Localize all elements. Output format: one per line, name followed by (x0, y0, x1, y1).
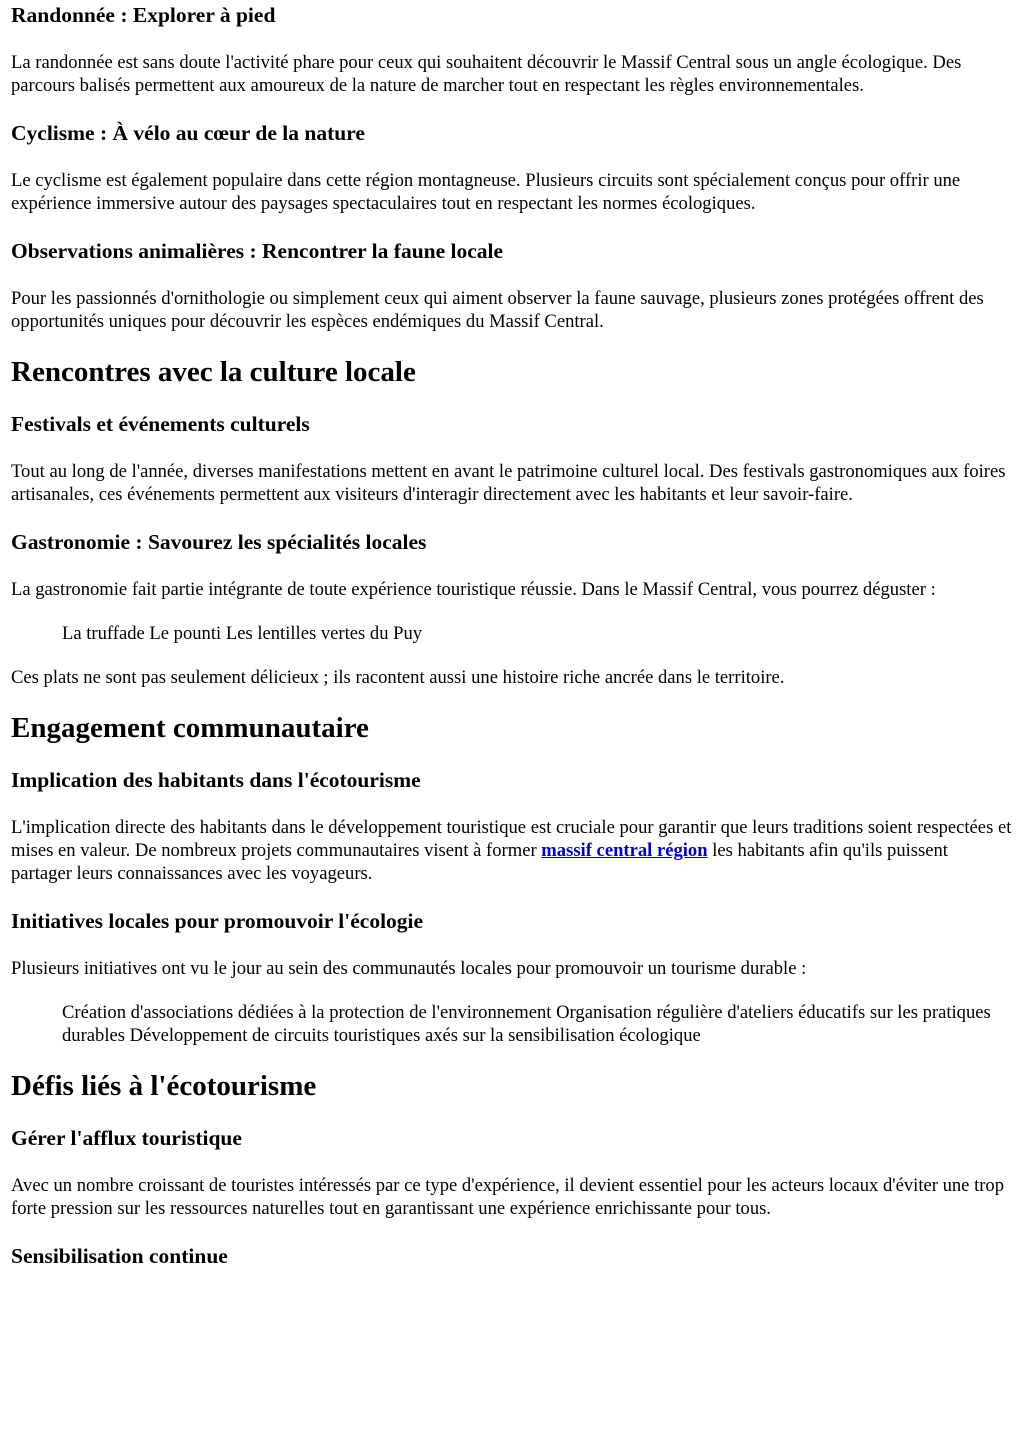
implication-text-after: les habitants afin qu'ils puissent partager leurs connaissances avec les voyageurs. (11, 840, 948, 884)
heading-defis: Défis liés à l'écotourisme (11, 1070, 317, 1102)
paragraph-implication (11, 816, 1013, 885)
paragraph-cyclisme: Le cyclisme est également populaire dans cette région montagneuse. Plusieurs circuits sont spécialement conçus pour offrir une expérience immersive autour des paysages spectaculaires tout en respectant les normes écologiques. (11, 170, 961, 214)
heading-gastronomie: Gastronomie : Savourez les spécialités locales (11, 530, 427, 554)
implication-text-before: L'implication directe des habitants dans le développement touristique est cruciale pour garantir que leurs traditions soient respectées et mises en valeur. De nombreux projets communautaires visent à former (11, 817, 1012, 861)
paragraph-afflux: Avec un nombre croissant de touristes intéressés par ce type d'expérience, il devient essentiel pour les acteurs locaux d'éviter une trop forte pression sur les ressources naturelles tout en garantissant une expérience enrichissante pour tous. (11, 1175, 1005, 1219)
paragraph-festivals: Tout au long de l'année, diverses manifestations mettent en avant le patrimoine culturel local. Des festivals gastronomiques aux foires artisanales, ces événements permettent aux visiteurs d'interagir directement avec les habitants et leur savoir-faire. (11, 461, 1006, 505)
list-gastronomie: La truffade Le pounti Les lentilles vertes du Puy (62, 623, 423, 644)
paragraph-gastronomie: La gastronomie fait partie intégrante de toute expérience touristique réussie. Dans le Massif Central, vous pourrez déguster : (11, 579, 936, 600)
heading-initiatives: Initiatives locales pour promouvoir l'écologie (11, 909, 424, 933)
heading-afflux: Gérer l'afflux touristique (11, 1126, 242, 1150)
heading-observations: Observations animalières : Rencontrer la faune locale (11, 239, 504, 263)
heading-cyclisme: Cyclisme : À vélo au cœur de la nature (11, 121, 365, 145)
massif-central-region-link[interactable]: massif central région (541, 840, 708, 861)
heading-implication: Implication des habitants dans l'écotourisme (11, 768, 421, 792)
heading-festivals: Festivals et événements culturels (11, 412, 310, 436)
list-initiatives: Création d'associations dédiées à la protection de l'environnement Organisation régulière d'ateliers éducatifs sur les pratiques durables Développement de circuits touristiques axés sur la sensibilisation écologique (62, 1002, 991, 1046)
heading-randonnee: Randonnée : Explorer à pied (11, 3, 276, 27)
paragraph-initiatives: Plusieurs initiatives ont vu le jour au sein des communautés locales pour promouvoir un tourisme durable : (11, 958, 807, 979)
heading-engagement: Engagement communautaire (11, 712, 369, 744)
heading-culture: Rencontres avec la culture locale (11, 356, 416, 388)
paragraph-gastronomie-after: Ces plats ne sont pas seulement délicieux ; ils racontent aussi une histoire riche ancrée dans le territoire. (11, 667, 785, 688)
paragraph-observations: Pour les passionnés d'ornithologie ou simplement ceux qui aiment observer la faune sauvage, plusieurs zones protégées offrent des opportunités uniques pour découvrir les espèces endémiques du Massif Central. (11, 288, 984, 332)
paragraph-randonnee: La randonnée est sans doute l'activité phare pour ceux qui souhaitent découvrir le Massif Central sous un angle écologique. Des parcours balisés permettent aux amoureux de la nature de marcher tout en respectant les règles environnementales. (11, 52, 962, 96)
heading-sensibilisation: Sensibilisation continue (11, 1244, 228, 1268)
